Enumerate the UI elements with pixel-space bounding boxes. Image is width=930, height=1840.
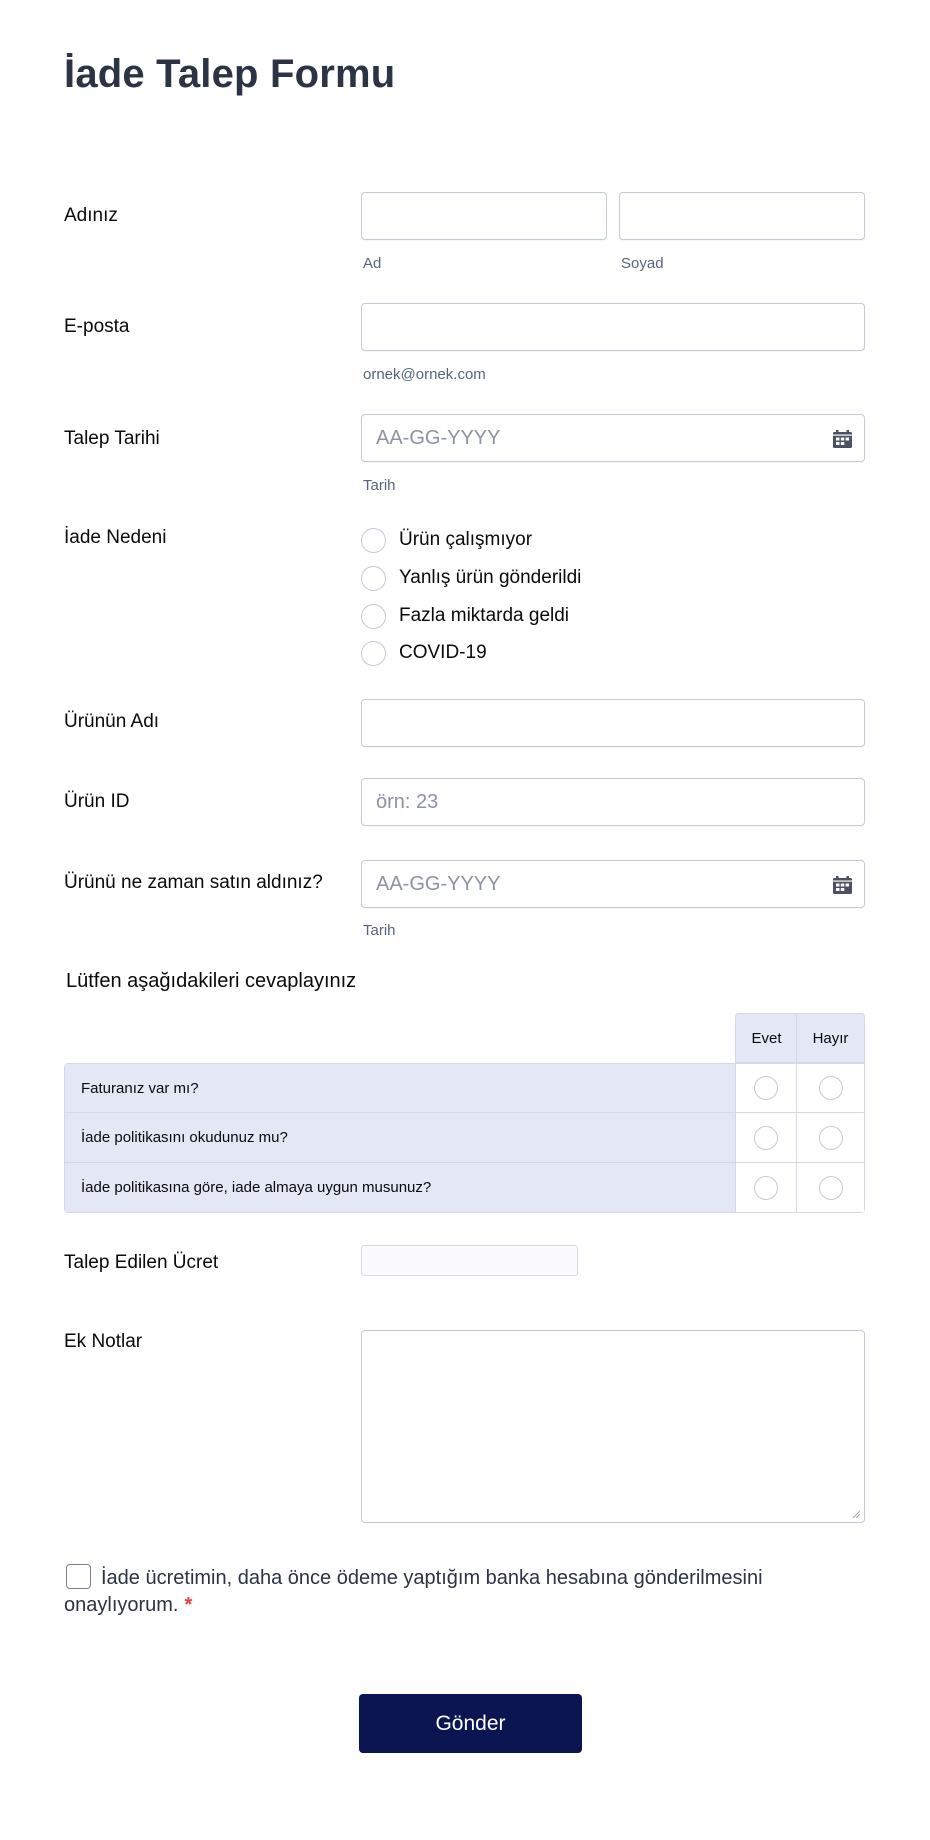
radio-button[interactable] — [361, 641, 386, 666]
return-reason-label: İade Nedeni — [64, 527, 167, 548]
notes-label: Ek Notlar — [64, 1331, 143, 1352]
matrix-radio-evet[interactable] — [754, 1076, 778, 1100]
purchase-date-sublabel: Tarih — [363, 922, 396, 939]
calendar-icon[interactable] — [833, 430, 852, 448]
product-id-placeholder: örn: 23 — [376, 791, 439, 813]
notes-textarea[interactable] — [361, 1330, 865, 1523]
return-reason-option[interactable] — [361, 603, 569, 629]
product-name-input[interactable] — [361, 699, 865, 747]
calendar-icon[interactable] — [833, 876, 852, 894]
email-label: E-posta — [64, 316, 130, 337]
request-date-input[interactable] — [361, 414, 865, 462]
request-date-label: Talep Tarihi — [64, 428, 160, 449]
matrix-question: Faturanız var mı? — [65, 1064, 736, 1112]
request-date-placeholder: AA-GG-YYYY — [376, 427, 501, 449]
return-reason-option[interactable] — [361, 565, 581, 591]
matrix-column-header: Evet — [735, 1013, 797, 1063]
matrix-question: İade politikasını okudunuz mu? — [65, 1113, 736, 1162]
purchase-date-input[interactable] — [361, 860, 865, 908]
matrix-radio-evet[interactable] — [754, 1176, 778, 1200]
form-title: İade Talep Formu — [64, 52, 396, 96]
required-asterisk: * — [184, 1594, 193, 1616]
radio-button[interactable] — [361, 604, 386, 629]
matrix-row — [64, 1113, 865, 1163]
radio-option-label: Fazla miktarda geldi — [399, 605, 570, 626]
product-id-label: Ürün ID — [64, 791, 130, 812]
last-name-sublabel: Soyad — [621, 255, 664, 272]
matrix-radio-hayir[interactable] — [819, 1076, 843, 1100]
radio-option-label: COVID-19 — [399, 642, 487, 663]
product-id-input[interactable] — [361, 778, 865, 826]
resize-handle-icon[interactable] — [851, 1509, 861, 1519]
radio-button[interactable] — [361, 566, 386, 591]
email-sublabel: ornek@ornek.com — [363, 366, 486, 383]
requested-amount-label: Talep Edilen Ücret — [64, 1252, 219, 1273]
matrix-title: Lütfen aşağıdakileri cevaplayınız — [66, 970, 357, 992]
purchase-date-placeholder: AA-GG-YYYY — [376, 873, 501, 895]
matrix-radio-hayir[interactable] — [819, 1126, 843, 1150]
submit-button[interactable]: Gönder — [359, 1694, 582, 1753]
matrix-column-header: Hayır — [796, 1013, 865, 1063]
consent-checkbox[interactable] — [66, 1564, 91, 1589]
first-name-sublabel: Ad — [363, 255, 382, 272]
product-name-label: Ürünün Adı — [64, 711, 160, 732]
radio-option-label: Ürün çalışmıyor — [399, 529, 533, 550]
matrix-row — [64, 1163, 865, 1213]
name-label: Adınız — [64, 205, 118, 226]
request-date-sublabel: Tarih — [363, 477, 396, 494]
purchase-date-label: Ürünü ne zaman satın aldınız? — [64, 872, 323, 893]
matrix-question: İade politikasına göre, iade almaya uygun musunuz? — [65, 1163, 736, 1212]
return-reason-option[interactable] — [361, 527, 532, 553]
matrix-radio-evet[interactable] — [754, 1126, 778, 1150]
consent-row — [64, 1564, 844, 1619]
matrix-radio-hayir[interactable] — [819, 1176, 843, 1200]
email-input[interactable] — [361, 303, 865, 351]
consent-text: İade ücretimin, daha önce ödeme yaptığım banka hesabına gönderilmesini onaylıyorum. — [64, 1567, 763, 1616]
requested-amount-input[interactable] — [361, 1245, 578, 1276]
first-name-input[interactable] — [361, 192, 607, 240]
radio-button[interactable] — [361, 528, 386, 553]
last-name-input[interactable] — [619, 192, 865, 240]
matrix-row — [64, 1063, 865, 1113]
radio-option-label: Yanlış ürün gönderildi — [399, 567, 582, 588]
return-reason-option[interactable] — [361, 640, 487, 666]
